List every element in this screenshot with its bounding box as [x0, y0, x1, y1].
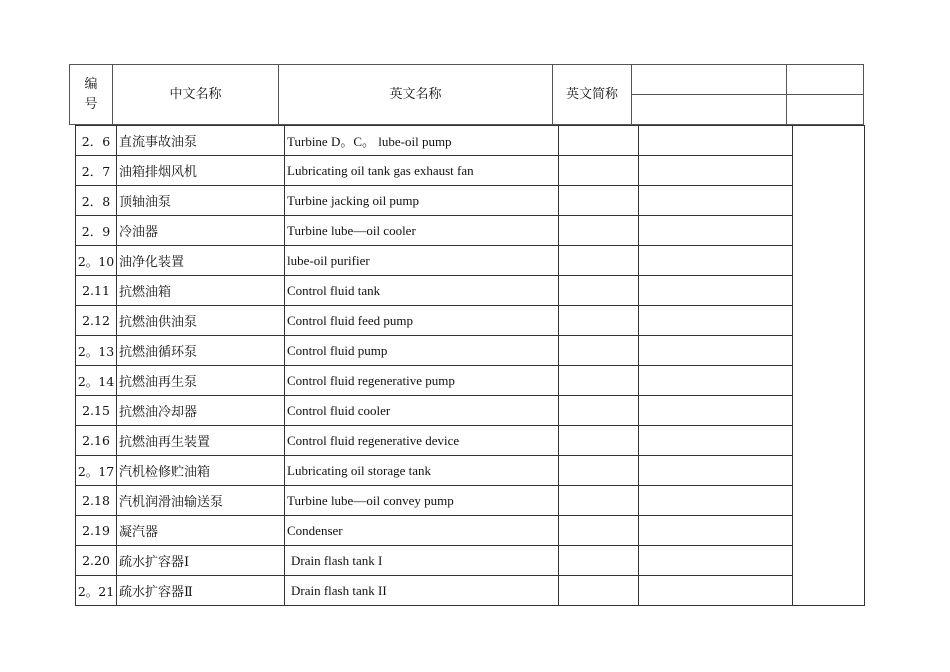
row-english-name: Turbine D。C。 lube-oil pump: [285, 126, 559, 156]
row-abbr-cell: [559, 216, 639, 246]
row-english-name: Control fluid regenerative pump: [285, 366, 559, 396]
row-empty-cell: [639, 126, 793, 156]
header-number-bottom: 号: [84, 96, 98, 112]
row-abbr-cell: [559, 126, 639, 156]
row-abbr-cell: [559, 306, 639, 336]
row-chinese-name: 抗燃油再生泵: [117, 366, 285, 396]
header-table: [69, 64, 864, 125]
table-row: [76, 336, 865, 366]
row-number: 2.18: [76, 486, 117, 516]
row-chinese-name: 汽机润滑油输送泵: [117, 486, 285, 516]
row-abbr-cell: [559, 516, 639, 546]
header-empty-cell: [632, 95, 787, 125]
row-abbr-cell: [559, 426, 639, 456]
header-empty-cell: [787, 95, 864, 125]
header-empty-cell: [787, 65, 864, 95]
row-empty-cell: [639, 306, 793, 336]
table-row: [76, 276, 865, 306]
row-english-name: Control fluid feed pump: [285, 306, 559, 336]
row-chinese-name: 抗燃油循环泵: [117, 336, 285, 366]
row-english-name: lube-oil purifier: [285, 246, 559, 276]
row-abbr-cell: [559, 366, 639, 396]
header-chinese-name: 中文名称: [113, 65, 279, 125]
row-empty-cell: [639, 186, 793, 216]
row-english-name: Control fluid regenerative device: [285, 426, 559, 456]
row-chinese-name: 疏水扩容器Ⅱ: [117, 576, 285, 606]
row-chinese-name: 油净化装置: [117, 246, 285, 276]
table-row: [76, 516, 865, 546]
row-english-name: Control fluid cooler: [285, 396, 559, 426]
equipment-table: [75, 125, 865, 606]
row-chinese-name: 油箱排烟风机: [117, 156, 285, 186]
row-english-name: Lubricating oil tank gas exhaust fan: [285, 156, 559, 186]
row-english-name: Lubricating oil storage tank: [285, 456, 559, 486]
row-abbr-cell: [559, 486, 639, 516]
row-english-name: Control fluid pump: [285, 336, 559, 366]
table-row: [76, 246, 865, 276]
row-chinese-name: 抗燃油再生装置: [117, 426, 285, 456]
row-empty-cell: [639, 426, 793, 456]
row-chinese-name: 汽机检修贮油箱: [117, 456, 285, 486]
table-row: [76, 546, 865, 576]
table-row: [76, 426, 865, 456]
row-abbr-cell: [559, 336, 639, 366]
row-english-name: Drain flash tank II: [285, 576, 559, 606]
row-chinese-name: 疏水扩容器Ⅰ: [117, 546, 285, 576]
row-number: 2。13: [76, 336, 117, 366]
row-number: 2.20: [76, 546, 117, 576]
row-number: 2.12: [76, 306, 117, 336]
row-abbr-cell: [559, 156, 639, 186]
table-row: [76, 456, 865, 486]
row-english-name: Turbine lube—oil cooler: [285, 216, 559, 246]
row-abbr-cell: [559, 546, 639, 576]
row-number: 2。17: [76, 456, 117, 486]
row-number: 2．6: [76, 126, 117, 156]
row-abbr-cell: [559, 246, 639, 276]
row-empty-cell: [639, 516, 793, 546]
row-abbr-cell: [559, 576, 639, 606]
row-number: 2.16: [76, 426, 117, 456]
row-number: 2。21: [76, 576, 117, 606]
row-number: 2.15: [76, 396, 117, 426]
row-number: 2．8: [76, 186, 117, 216]
row-abbr-cell: [559, 276, 639, 306]
row-empty-cell: [639, 456, 793, 486]
row-abbr-cell: [559, 396, 639, 426]
row-chinese-name: 冷油器: [117, 216, 285, 246]
row-empty-cell: [639, 366, 793, 396]
table-row: [76, 396, 865, 426]
row-english-name: Drain flash tank I: [285, 546, 559, 576]
table-row: [76, 306, 865, 336]
header-english-abbr: 英文简称: [553, 65, 632, 125]
header-number-cell: [70, 65, 113, 125]
row-empty-cell: [793, 126, 865, 606]
row-empty-cell: [639, 396, 793, 426]
row-number: 2.19: [76, 516, 117, 546]
header-empty-cell: [632, 65, 787, 95]
row-english-name: Turbine lube—oil convey pump: [285, 486, 559, 516]
row-chinese-name: 抗燃油箱: [117, 276, 285, 306]
row-chinese-name: 抗燃油冷却器: [117, 396, 285, 426]
row-number: 2。10: [76, 246, 117, 276]
table-row: [76, 186, 865, 216]
header-number-top: 编: [84, 76, 98, 92]
row-empty-cell: [639, 336, 793, 366]
row-chinese-name: 凝汽器: [117, 516, 285, 546]
row-abbr-cell: [559, 456, 639, 486]
row-empty-cell: [639, 486, 793, 516]
row-empty-cell: [639, 576, 793, 606]
table-row: [76, 486, 865, 516]
row-number: 2．9: [76, 216, 117, 246]
row-empty-cell: [639, 156, 793, 186]
table-row: [76, 126, 865, 156]
row-english-name: Control fluid tank: [285, 276, 559, 306]
table-row: [76, 156, 865, 186]
table-row: [76, 216, 865, 246]
row-english-name: Condenser: [285, 516, 559, 546]
row-empty-cell: [639, 546, 793, 576]
row-chinese-name: 顶轴油泵: [117, 186, 285, 216]
row-chinese-name: 直流事故油泵: [117, 126, 285, 156]
row-chinese-name: 抗燃油供油泵: [117, 306, 285, 336]
table-row: [76, 366, 865, 396]
row-empty-cell: [639, 246, 793, 276]
row-abbr-cell: [559, 186, 639, 216]
row-english-name: Turbine jacking oil pump: [285, 186, 559, 216]
row-number: 2．7: [76, 156, 117, 186]
row-number: 2。14: [76, 366, 117, 396]
row-empty-cell: [639, 216, 793, 246]
row-empty-cell: [639, 276, 793, 306]
row-number: 2.11: [76, 276, 117, 306]
table-row: [76, 576, 865, 606]
header-english-name: 英文名称: [279, 65, 553, 125]
